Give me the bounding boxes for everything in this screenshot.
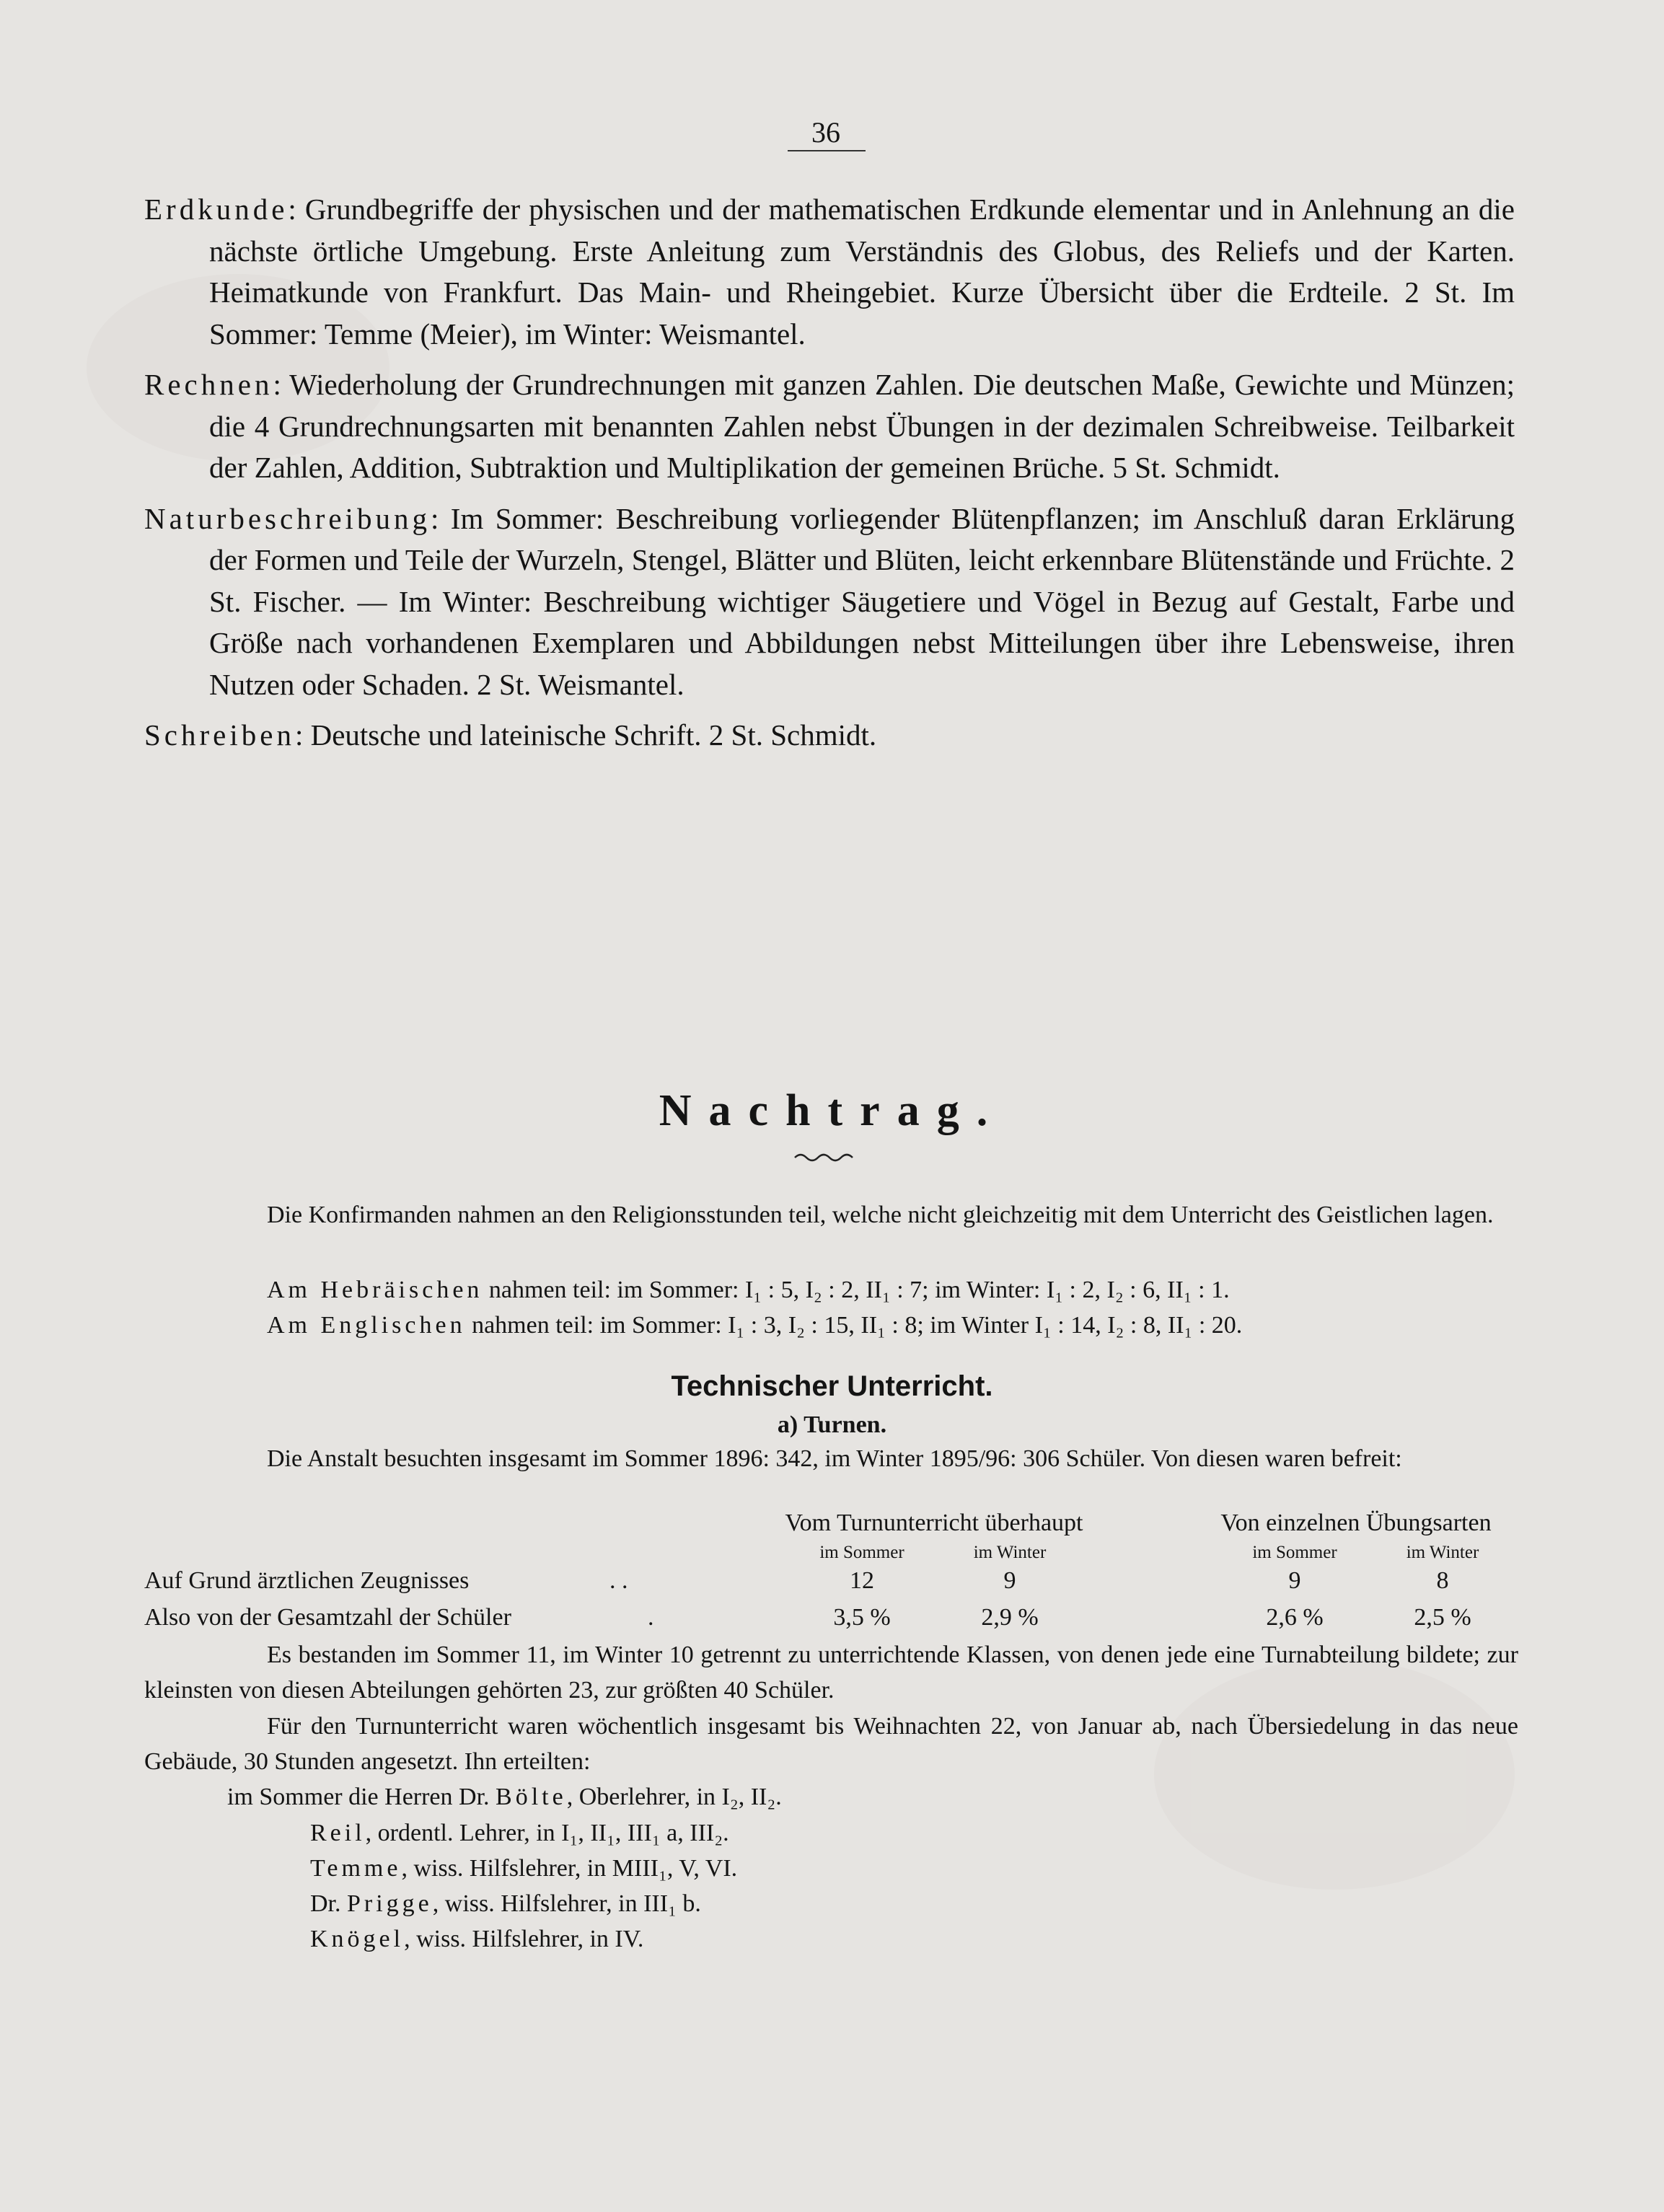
staff-details: , wiss. Hilfslehrer, in MIII₁, V, VI. [401,1855,738,1882]
staff-line [310,1921,643,1957]
staff-details: , wiss. Hilfslehrer, in III₁ b. [432,1890,701,1917]
subheading-turnen: a) Turnen. [777,1411,887,1438]
table-col-sommer: im Sommer [1252,1543,1337,1562]
staff-line [310,1815,729,1851]
table-row-dots: . . [609,1567,628,1594]
staff-intro: im Sommer die Herren Dr. [227,1784,490,1810]
staff-line [310,1886,701,1921]
entry-text: : Grundbegriffe der physischen und der mathematischen Erdkunde elementar und in Anlehnung an die nächste örtliche Umgebung. Erste Anleitung zum Verständnis des Globus, des Reliefs und der Karten. Heimatkunde von Frankfurt. Das Main- und Rheingebiet. Kurze Übersicht über die Erdteile. 2 St. Im Sommer: Temme (Meier), im Winter: Weismantel. [209,193,1515,351]
heading-technischer-unterricht: Technischer Unterricht. [671,1370,993,1402]
table-col-sommer: im Sommer [819,1543,904,1562]
staff-name: Bölte [496,1784,567,1810]
section-title-nachtrag: Nachtrag. [659,1086,1005,1135]
confirmands-note: Die Konfirmanden nahmen an den Religionsstunden teil, welche nicht gleichzeitig mit dem Unterricht des Geistlichen lagen. [267,1202,1494,1228]
page-number: 36 [811,116,840,149]
table-group-header-partial: Von einzelnen Übungsarten [1220,1510,1492,1536]
entry-text: : Wiederholung der Grundrechnungen mit ganzen Zahlen. Die deutschen Maße, Gewichte und Münzen; die 4 Grundrechnungsarten mit benannten Zahlen nebst Übungen in der dezimalen Schreibweise. Teilbarkeit der Zahlen, Addition, Subtraktion und Multiplikation der gemeinen Brüche. 5 St. Schmidt. [209,368,1515,484]
classes-paragraph: Es bestanden im Sommer 11, im Winter 10 getrennt zu unterrichtende Klassen, von denen jede eine Turnabteilung bildete; zur kleinsten von diesen Abteilungen gehörten 23, zur größten 40 Schüler. [144,1642,1518,1704]
staff-prefix: Dr. [310,1890,347,1917]
entry-term: Naturbeschreibung [144,501,431,535]
attendance-paragraph: Die Anstalt besuchten insgesamt im Sommer 1896: 342, im Winter 1895/96: 306 Schüler. Von diesen waren befreit: [267,1445,1402,1472]
entry-term: Schreiben [144,718,295,752]
staff-line [227,1779,782,1815]
hours-paragraph: Für den Turnunterricht waren wöchentlich insgesamt bis Weihnachten 22, von Januar ab, nach Übersiedelung in das neue Gebäude, 30 Stunden angesetzt. Ihn erteilten: [144,1713,1518,1775]
english-line [144,1308,1518,1343]
hebrew-term: Am Hebräischen [267,1277,483,1303]
english-text: nahmen teil: im Sommer: I₁ : 3, I₂ : 15, II₁ : 8; im Winter I₁ : 14, I₂ : 8, II₁ : 20. [465,1312,1243,1339]
table-cell: 2,9 % [981,1604,1039,1631]
staff-name: Knögel [310,1926,405,1952]
page-number-rule [788,150,866,151]
staff-name: Reil [310,1820,366,1846]
table-col-winter: im Winter [973,1543,1047,1562]
table-group-header-overall: Vom Turnunterricht überhaupt [785,1510,1083,1536]
hebrew-line [144,1272,1518,1308]
table-col-winter: im Winter [1406,1543,1479,1562]
english-term: Am Englischen [267,1312,466,1339]
table-cell: 12 [850,1567,874,1594]
staff-details: , wiss. Hilfslehrer, in IV. [404,1926,644,1952]
table-cell: 2,6 % [1266,1604,1324,1631]
staff-name: Prigge [347,1890,433,1917]
entry-term: Rechnen [144,368,273,401]
table-row-label: Auf Grund ärztlichen Zeugnisses [144,1567,470,1594]
staff-details: , Oberlehrer, in I₂, II₂. [566,1784,782,1810]
table-cell: 2,5 % [1414,1604,1471,1631]
table-row-dots: . [648,1604,654,1631]
subject-entries [144,189,1515,766]
entry-schreiben [144,715,1515,757]
table-cell: 8 [1436,1567,1449,1594]
table-row-label: Also von der Gesamtzahl der Schüler [144,1604,511,1631]
entry-term: Erdkunde [144,193,289,226]
tilde-ornament [793,1149,858,1163]
hebrew-text: nahmen teil: im Sommer: I₁ : 5, I₂ : 2, II₁ : 7; im Winter: I₁ : 2, I₂ : 6, II₁ : 1. [483,1277,1230,1303]
table-cell: 3,5 % [833,1604,891,1631]
staff-details: , ordentl. Lehrer, in I₁, II₁, III₁ a, III₂. [365,1820,729,1846]
entry-text: : Im Sommer: Beschreibung vorliegender Blütenpflanzen; im Anschluß daran Erklärung der Formen und Teile der Wurzeln, Stengel, Blätter und Blüten, leicht erkennbare Blütenstände und Früchte. 2 St. Fischer. — Im Winter: Beschreibung wichtiger Säugetiere und Vögel in Bezug auf Gestalt, Farbe und Größe nach vorhandenen Exemplaren und Abbildungen nebst Mitteilungen über ihre Lebensweise, ihren Nutzen oder Schaden. 2 St. Weismantel. [209,501,1515,701]
entry-text: : Deutsche und lateinische Schrift. 2 St. Schmidt. [294,718,877,752]
entry-rechnen [144,364,1515,489]
entry-erdkunde [144,189,1515,355]
table-cell: 9 [1003,1567,1016,1594]
staff-line [310,1851,737,1886]
table-cell: 9 [1288,1567,1301,1594]
staff-name: Temme [310,1855,402,1882]
entry-naturbeschreibung [144,498,1515,706]
